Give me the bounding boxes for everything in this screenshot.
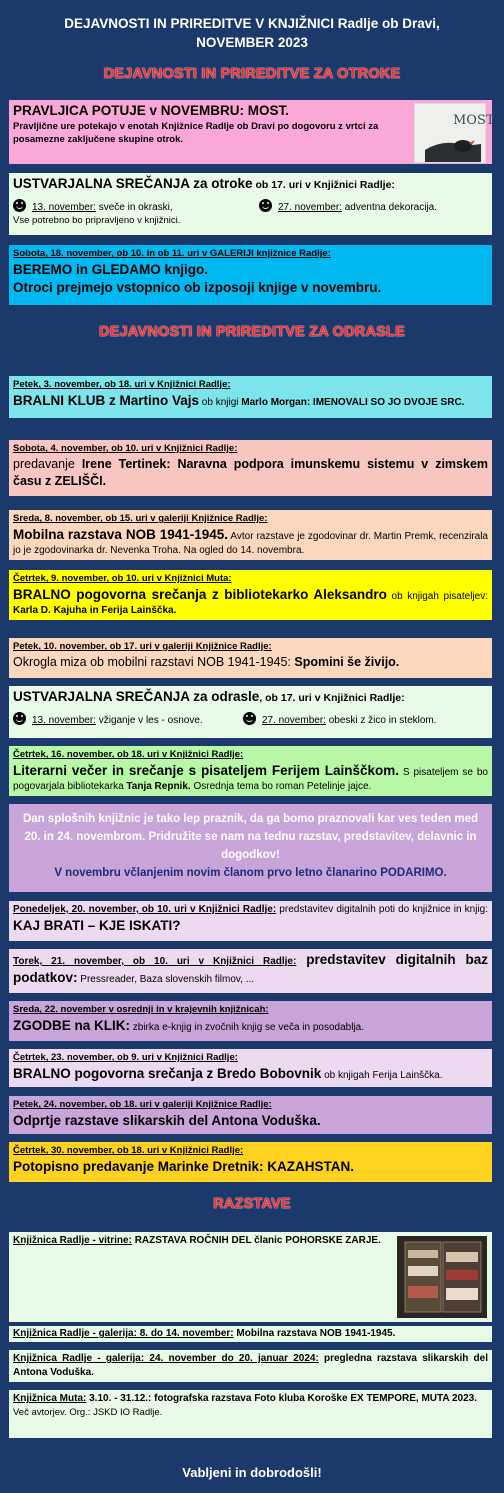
event-bredo-bobovnik xyxy=(9,1049,492,1087)
footer-greeting: Vabljeni in dobrodošli! xyxy=(182,1465,322,1480)
e10-date: Sreda, 22. november v osrednji in v krajevnih knjižnicah: xyxy=(13,1004,269,1015)
exhibit-rocna-dela xyxy=(9,1232,492,1322)
e3-date: Sreda, 8. november, ob 15. uri v galeriji Knjižnice Radlje: xyxy=(13,513,268,524)
pravljica-text: Pravljične ure potekajo v enotah Knjižnice Radlje ob Dravi po dogovoru z vrtci za posamezne zaključene skupine otrok. xyxy=(13,121,379,145)
e3-title: Mobilna razstava NOB 1941-1945. xyxy=(13,527,229,542)
e3-text: Avtor razstave je zgodovinar dr. Martin Premk, recenzirala jo je zgodovinarka dr. Nevenka Troha. Na ogled do 14. novembra. xyxy=(13,531,488,556)
e6-text-1: vžiganje v les - osnove. xyxy=(95,715,203,726)
x4-location: Knjižnica Muta: xyxy=(13,1393,87,1404)
e6-text-2: obeski z žico in steklom. xyxy=(325,715,437,726)
event-bralno-muta xyxy=(9,570,492,620)
e7-text-2: Osrednja tema bo roman Petelinje jajce. xyxy=(190,781,372,792)
e8-text: predstavitev digitalnih poti do knjižnice in knjig: xyxy=(276,904,489,915)
event-ustvarjalna-otroci xyxy=(9,173,492,235)
e12-date: Petek, 24. november, ob 18. uri v galeriji Knjižnice Radlje: xyxy=(13,1099,272,1110)
event-ustvarjalna-odrasli xyxy=(9,686,492,738)
ustv-kids-note: Vse potrebno bo pripravljeno v knjižnici. xyxy=(13,215,181,226)
event-literarni-vecer xyxy=(9,746,492,796)
beremo-text: Otroci prejmejo vstopnico ob izposoji knjige v novembru. xyxy=(13,280,382,295)
event-okrogla-miza xyxy=(9,638,492,678)
e9-date: Torek, 21. november, ob 10. uri v Knjižnici Radlje: xyxy=(13,956,297,967)
ustv-kids-time: ob 17. uri v Knjižnici Radlje: xyxy=(252,179,395,191)
x1-text: RAZSTAVA ROČNIH DEL članic POHORSKE ZARJE. xyxy=(131,1235,381,1246)
e9-title: predstavitev digitalnih baz podatkov: xyxy=(13,952,488,985)
smiley-icon xyxy=(259,199,272,212)
ustv-kids-date-2: 27. november: xyxy=(278,202,342,213)
e13-title: Potopisno predavanje Marinke Dretnik: KAZAHSTAN. xyxy=(13,1159,355,1174)
event-kaj-brati xyxy=(9,901,492,941)
e10-title: ZGODBE na KLIK: xyxy=(13,1018,130,1033)
exhibition-photo xyxy=(397,1236,487,1318)
e5-pre: Okrogla miza ob mobilni razstavi NOB 1941-1945: xyxy=(13,655,295,669)
book-cover-image xyxy=(414,103,495,163)
e1-mid: ob knjigi xyxy=(199,397,242,408)
exhibit-foto-muta xyxy=(9,1390,492,1438)
event-kazahstan xyxy=(9,1142,492,1182)
e11-title: BRALNO pogovorna srečanja z Bredo Bobovnik xyxy=(13,1066,322,1081)
library-week-notice xyxy=(9,804,492,892)
book-cover-title: MOST xyxy=(453,113,495,128)
pravljica-title: PRAVLJICA POTUJE v NOVEMBRU: MOST. xyxy=(13,103,290,118)
e6-date-1: 13. november: xyxy=(32,715,96,726)
e11-text: ob knjigah Ferija Lainščka. xyxy=(321,1070,443,1081)
x4-text: 3.10. - 31.12.: fotografska razstava Foto kluba Koroške EX TEMPORE, MUTA 2023. xyxy=(86,1393,478,1404)
e1-title: BRALNI KLUB z Martino Vajs xyxy=(13,393,200,408)
smiley-icon xyxy=(243,712,256,725)
event-odprtje-razstave xyxy=(9,1096,492,1134)
e1-date: Petek, 3. november, ob 18. uri v Knjižnici Radlje: xyxy=(13,379,231,390)
header-line-2: NOVEMBER 2023 xyxy=(196,35,308,50)
smiley-icon xyxy=(13,199,26,212)
x1-location: Knjižnica Radlje - vitrine: xyxy=(13,1235,132,1246)
x2-location: Knjižnica Radlje - galerija: 8. do 14. november: xyxy=(13,1328,234,1339)
e7-title: Literarni večer in srečanje s pisateljem Ferijem Lainščkom. xyxy=(13,763,400,778)
e4-mid: ob knjigah pisateljev: xyxy=(386,591,488,602)
exhibit-vodusek xyxy=(9,1350,492,1382)
section-title-children: DEJAVNOSTI IN PRIREDITVE ZA OTROKE xyxy=(103,66,401,82)
e10-text: zbirka e-knjig in zvočnih knjig se veča in posodablja. xyxy=(130,1022,365,1033)
event-pravljica xyxy=(9,100,495,164)
e4-title: BRALNO pogovorna srečanja z bibliotekarko Aleksandro xyxy=(13,587,387,602)
x3-location: Knjižnica Radlje - galerija: 24. november do 20. januar 2024: xyxy=(13,1353,319,1364)
e6-time: , ob 17. uri v Knjižnici Radlje: xyxy=(259,692,405,704)
ustv-kids-date-1: 13. november: xyxy=(32,202,96,213)
smiley-icon xyxy=(13,712,26,725)
e13-date: Četrtek, 30. november, ob 18. uri v Knjižnici Radlje: xyxy=(13,1145,244,1156)
event-razstava-nob xyxy=(9,510,492,560)
exhibit-nob xyxy=(9,1326,492,1342)
header-line-1: DEJAVNOSTI IN PRIREDITVE V KNJIŽNICI Radlje ob Dravi, xyxy=(64,16,440,31)
e6-title: USTVARJALNA SREČANJA za odrasle xyxy=(13,689,260,704)
e5-date: Petek, 10. november, ob 17. uri v galeriji Knjižnice Radlje: xyxy=(13,641,272,652)
x2-text: Mobilna razstava NOB 1941-1945. xyxy=(233,1328,396,1339)
e8-title: KAJ BRATI – KJE ISKATI? xyxy=(13,918,181,933)
section-title-adults: DEJAVNOSTI IN PRIREDITVE ZA ODRASLE xyxy=(99,324,405,340)
event-predavanje-tertinek xyxy=(9,440,492,496)
e2-date: Sobota, 4. november, ob 10. uri v Knjižnici Radlje: xyxy=(13,443,238,454)
e2-title: Irene Tertinek: Naravna podpora imunskemu sistemu v zimskem času z ZELIŠČI. xyxy=(13,457,489,488)
ustv-kids-text-2: adventna dekoracija. xyxy=(341,202,438,213)
week-text: Dan splošnih knjižnic je tako lep praznik, da ga bomo praznovali kar ves teden med 20. in 24. novembrom. Pridružite se nam na tednu razstav, predstavitev, delavnic in dogodkov! xyxy=(22,813,478,861)
e7-date: Četrtek, 16. november, ob 18. uri v Knjižnici Radlje: xyxy=(13,749,244,760)
e6-date-2: 27. november: xyxy=(262,715,326,726)
e4-authors: Karla D. Kajuha in Ferija Lainščka. xyxy=(13,605,177,616)
e4-date: Četrtek, 9. november, ob 10. uri v Knjižnici Muta: xyxy=(13,573,232,584)
ustv-kids-text-1: sveče in okraski, xyxy=(95,202,173,213)
e11-date: Četrtek, 23. november, ob 9. uri v Knjižnici Radlje: xyxy=(13,1052,238,1063)
e8-date: Ponedeljek, 20. november, ob 10. uri v Knjižnici Radlje: xyxy=(13,904,277,915)
e1-author: Marlo Morgan: IMENOVALI SO JO DVOJE SRC. xyxy=(241,397,465,408)
event-bralni-klub xyxy=(9,376,492,418)
e9-text: Pressreader, Baza slovenskih filmov, ... xyxy=(77,974,255,985)
e12-title: Odprtje razstave slikarskih del Antona Voduška. xyxy=(13,1113,321,1128)
ustv-kids-title: USTVARJALNA SREČANJA za otroke xyxy=(13,176,253,191)
e7-text-1: S pisateljem se bo pogovarjala bibliotekarka xyxy=(13,767,488,792)
e5-title: Spomini še živijo. xyxy=(294,655,400,669)
e2-pre: predavanje xyxy=(13,457,82,471)
x4-note: Več avtorjev. Org.: JSKD IO Radlje. xyxy=(13,1407,163,1418)
page-header xyxy=(0,14,504,52)
section-title-exhibits: RAZSTAVE xyxy=(213,1196,291,1212)
beremo-date: Sobota, 18. november, ob 10. in ob 11. uri v GALERIJI knjižnice Radlje: xyxy=(13,248,331,259)
e7-name: Tanja Repnik. xyxy=(126,781,191,792)
event-beremo xyxy=(9,245,492,305)
beremo-title: BEREMO in GLEDAMO knjigo. xyxy=(13,262,208,277)
event-zgodbe-na-klik xyxy=(9,1001,492,1041)
x3-text: pregledna razstava slikarskih del Antona Voduška. xyxy=(13,1353,488,1378)
week-offer: V novembru včlanjenim novim članom prvo letno članarino PODARIMO. xyxy=(54,867,447,879)
event-digitalne-baze xyxy=(9,949,492,993)
